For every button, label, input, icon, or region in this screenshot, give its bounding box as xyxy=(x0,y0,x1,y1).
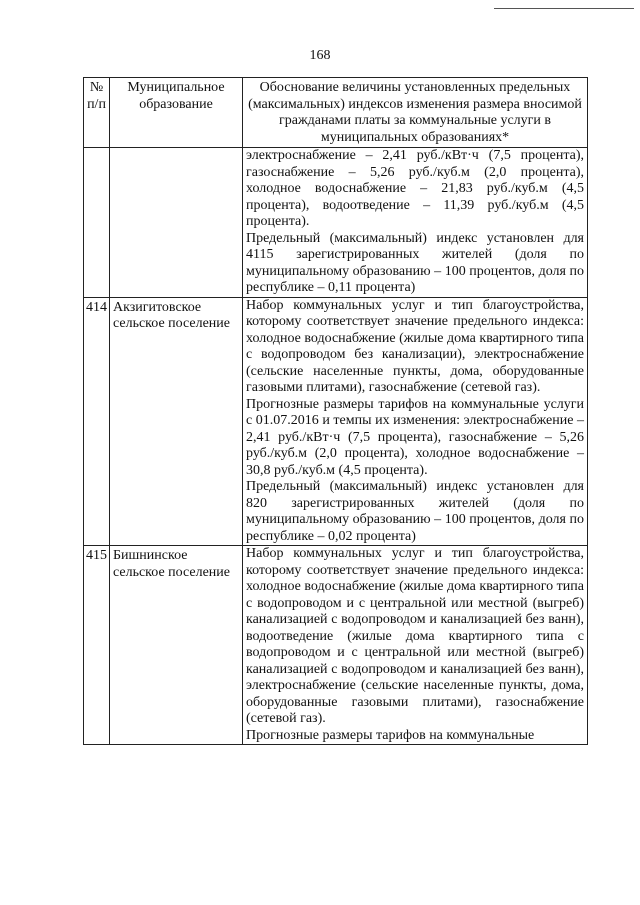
table-header-row xyxy=(84,78,588,148)
justification-paragraph: Набор коммунальных услуг и тип благоустройства, которому соответствует значение предельного индекса: холодное водоснабжение (жилые дома квартирного типа с водопроводом без канализации), электроснабжение (сельские населенные пункты, дома, оборудованные газовыми плитами), газоснабжение (сетевой газ). xyxy=(246,297,584,395)
row-justification xyxy=(243,297,588,546)
table-row xyxy=(84,546,588,745)
justification-paragraph: Прогнозные размеры тарифов на коммунальные услуги с 01.07.2016 и темпы их изменения: электроснабжение – 2,41 руб./кВт·ч (7,5 процента), газоснабжение – 5,26 руб./куб.м (2,0 процента), холодное водоснабжение – 30,8 руб./куб.м (4,5 процента). xyxy=(246,396,584,478)
justification-paragraph: Предельный (максимальный) индекс установлен для 820 зарегистрированных жителей (доля по муниципальному образованию – 100 процентов, доля по республике – 0,02 процента) xyxy=(246,479,584,544)
justification-paragraph: Прогнозные размеры тарифов на коммунальные xyxy=(246,727,535,743)
top-rule xyxy=(494,8,634,9)
row-municipality: Акзигитовское сельское поселение xyxy=(110,297,243,546)
page-number: 168 xyxy=(309,48,331,63)
row-num: 414 xyxy=(84,297,110,546)
row-municipality: Бишнинское сельское поселение xyxy=(110,546,243,745)
tariff-table xyxy=(83,77,588,745)
row-num: 415 xyxy=(84,546,110,745)
justification-paragraph: Набор коммунальных услуг и тип благоустройства, которому соответствует значение предельного индекса: холодное водоснабжение (жилые дома квартирного типа с водопроводом и с центральной или местной (выгреб) канализацией с водопроводом и канализацией без ванн), водоотведение (жилые дома квартирного типа с водопроводом и с центральной или местной (выгреб) канализацией с водопроводом и канализацией без ванн), электроснабжение (сельские населенные пункты, дома, оборудованные газовыми плитами), газоснабжение (сетевой газ). xyxy=(246,546,584,726)
justification-paragraph: Предельный (максимальный) индекс установлен для 4115 зарегистрированных жителей (доля по муниципальному образованию – 100 процентов, доля по республике – 0,11 процента) xyxy=(246,230,584,295)
table-row-continuation xyxy=(84,148,588,298)
row-municipality xyxy=(110,148,243,298)
header-justification: Обоснование величины установленных предельных (максимальных) индексов изменения размера вносимой гражданами платы за коммунальные услуги в муниципальных образованиях* xyxy=(243,78,588,148)
justification-paragraph: электроснабжение – 2,41 руб./кВт·ч (7,5 процента), газоснабжение – 5,26 руб./куб.м (2,0 процента), холодное водоснабжение – 21,83 руб./куб.м (4,5 процента), водоотведение – 11,39 руб./куб.м (4,5 процента). xyxy=(246,148,584,229)
header-num: № п/п xyxy=(84,78,110,148)
header-municipality: Муниципальное образование xyxy=(110,78,243,148)
row-justification xyxy=(243,546,588,745)
table-row xyxy=(84,297,588,546)
row-num xyxy=(84,148,110,298)
row-justification xyxy=(243,148,588,298)
